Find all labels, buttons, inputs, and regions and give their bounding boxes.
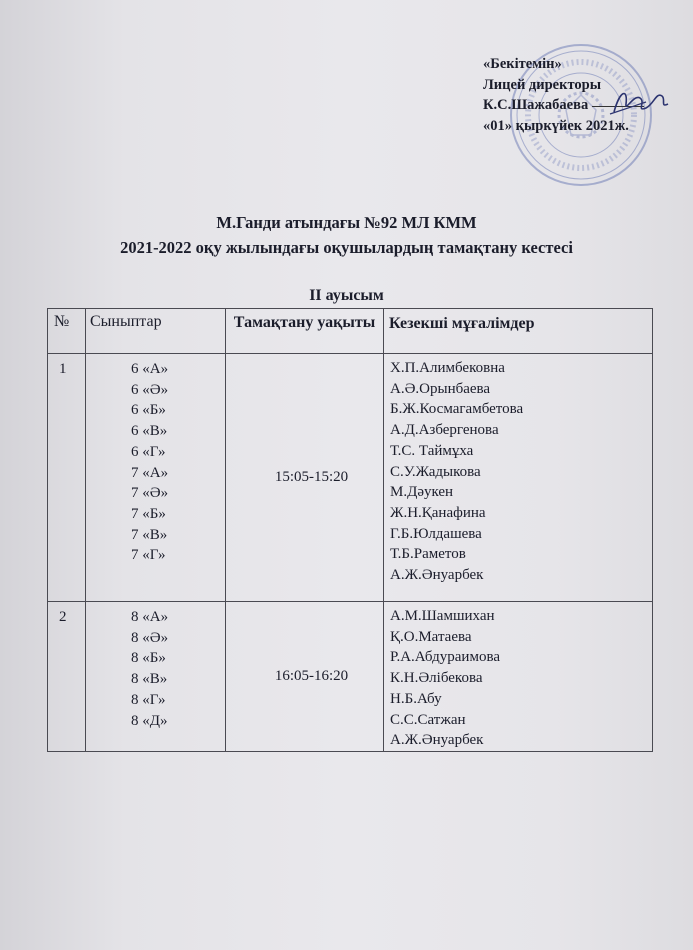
- class-item: 6 «Г»: [131, 443, 166, 460]
- class-item: 8 «Ә»: [131, 629, 169, 646]
- schedule-table: [47, 308, 653, 752]
- teacher-item: К.Н.Әлібекова: [390, 670, 483, 687]
- row-classes: [86, 602, 226, 752]
- approval-date: «01» қыркүйек 2021ж.: [483, 117, 629, 134]
- teacher-item: Н.Б.Абу: [390, 690, 442, 707]
- row-number: 2: [48, 602, 86, 752]
- header-time: Тамақтану уақыты: [226, 309, 384, 354]
- row-teachers: [384, 602, 653, 752]
- header-teachers: Кезекші мұғалімдер: [384, 309, 653, 354]
- teacher-item: Х.П.Алимбековна: [390, 360, 505, 376]
- approval-heading: «Бекітемін»: [483, 56, 562, 72]
- teacher-item: Р.А.Абдураимова: [390, 649, 500, 666]
- class-item: 7 «Ә»: [131, 485, 169, 502]
- teacher-item: Г.Б.Юлдашева: [390, 525, 482, 542]
- teacher-item: А.Ж.Әнуарбек: [390, 567, 484, 584]
- teacher-item: Т.Б.Раметов: [390, 546, 466, 563]
- class-item: 8 «А»: [131, 609, 169, 625]
- class-item: 7 «А»: [131, 464, 169, 481]
- teacher-item: С.С.Сатжан: [390, 711, 466, 728]
- document-subtitle: 2021-2022 оқу жылындағы оқушылардың тамақтану кестесі: [120, 238, 573, 257]
- shift-label: ІІ ауысым: [309, 287, 384, 304]
- teacher-item: Қ.О.Матаева: [390, 628, 472, 645]
- class-item: 8 «Б»: [131, 650, 166, 667]
- approval-position: Лицей директоры: [483, 76, 602, 93]
- document-title: М.Ганди атындағы №92 МЛ КММ: [216, 213, 477, 232]
- row-time: 15:05-15:20: [226, 354, 384, 602]
- teacher-item: А.Д.Азбергенова: [390, 422, 499, 439]
- class-item: 8 «Г»: [131, 691, 166, 708]
- row-time: 16:05-16:20: [226, 602, 384, 752]
- class-item: 6 «Ә»: [131, 381, 169, 398]
- class-item: 7 «Г»: [131, 547, 166, 564]
- table-header-row: [48, 309, 653, 354]
- class-item: 6 «Б»: [131, 402, 166, 419]
- row-classes: [86, 354, 226, 602]
- table-row: [48, 602, 653, 752]
- teacher-item: А.Ә.Орынбаева: [390, 380, 491, 397]
- class-item: 8 «В»: [131, 671, 168, 688]
- handwritten-signature-icon: [606, 82, 676, 122]
- teacher-item: А.Ж.Әнуарбек: [390, 732, 484, 749]
- class-item: 7 «В»: [131, 526, 168, 543]
- class-item: 8 «Д»: [131, 712, 168, 729]
- teacher-item: С.У.Жадыкова: [390, 463, 481, 480]
- teacher-item: Б.Ж.Космагамбетова: [390, 401, 524, 418]
- teacher-item: А.М.Шамшихан: [390, 608, 495, 624]
- class-item: 6 «В»: [131, 423, 168, 440]
- teacher-item: Ж.Н.Қанафина: [390, 504, 486, 521]
- table-row: [48, 354, 653, 602]
- teacher-item: Т.С. Таймұха: [390, 442, 474, 459]
- header-classes: Сыныптар: [86, 309, 226, 354]
- teacher-item: М.Дәукен: [390, 484, 454, 501]
- class-item: 7 «Б»: [131, 505, 166, 522]
- row-teachers: [384, 354, 653, 602]
- approval-signatory: К.С.Шажабаева: [483, 97, 589, 113]
- class-item: 6 «А»: [131, 361, 169, 377]
- header-number: №: [48, 309, 86, 354]
- row-number: 1: [48, 354, 86, 602]
